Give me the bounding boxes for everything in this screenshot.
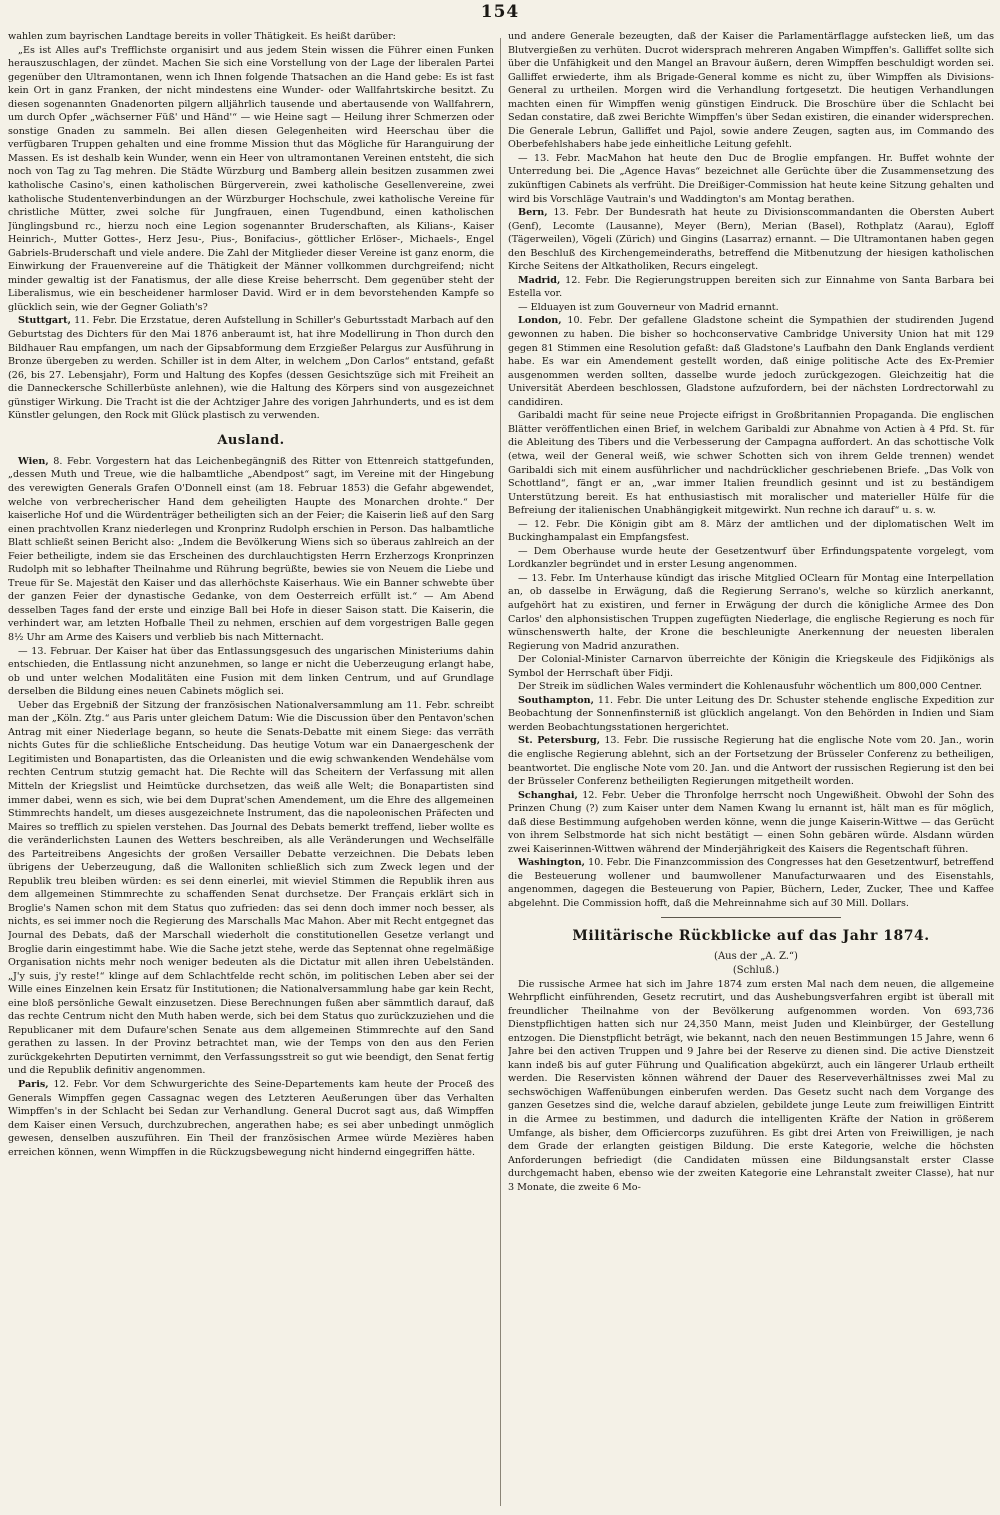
article-paragraph: — 13. Februar. Der Kaiser hat über das Entlassungsgesuch des ungarischen Ministeriums dahin entschieden, die Entlassung nicht anzunehmen, so lange er nicht die Ueberzeugung erlangt habe, ob und unter welchen Modalitäten eine Fusion mit dem linken Centrum, und auf Grundlage derselben die Bildung eines neuen Cabinets möglich sei. bbox=[8, 645, 494, 698]
news-text: 10. Febr. Der gefallene Gladstone scheint die Sympathien der studirenden Jugend gewonnen zu haben. Die bisher so hochconservative Cambridge University Union hat mit 129 gegen 81 Stimmen eine Resolution gefaßt: daß Gladstone's Laufbahn den Dank Englands verdient habe. Es war ein Amendement gestellt worden, daß einige politische Acte des Ex-Premier ausgenommen werden sollten, dasselbe wurde jedoch zurückgezogen. Gleichzeitig hat die Universität Aberdeen beschlossen, Gladstone aufzufordern, bei der nächsten Lordrectorwahl zu candidiren. bbox=[508, 315, 994, 408]
column-divider bbox=[500, 38, 501, 1506]
section-heading: Ausland. bbox=[217, 432, 285, 448]
article-paragraph: Die russische Armee hat sich im Jahre 1874 zum ersten Mal nach dem neuen, die allgemeine Wehrpflicht einführenden, Gesetz recrutirt, und das Aushebungsverfahren ergibt ist überall mit freundlicher Theilnahme von der Bevölkerung aufgenommen worden. Von 693,736 Dienstpflichtigen hatten sich nur 24,350 Mann, meist Juden und Kleinbürger, der Gestellung entzogen. Die Dienstpflicht beträgt, wie bekannt, nach den neuen Bestimmungen 15 Jahre, wenn 6 Jahre bei den activen Truppen und 9 Jahre bei der Reserve zu dienen sind. Die active Dienstzeit kann indeß bis auf guter Führung und Qualification abgekürzt, auch ein längerer Urlaub ertheilt werden. Die Reservisten können während der Dauer des Reserveverhältnisses zwei Mal zu sechswöchigen Waffenübungen einberufen werden. Das Gesetz sucht nach dem Vorgange des ganzen Gesetzes sind die, welche darauf abzielen, gebildete junge Leute zum freiwilligen Eintritt in die Armee zu bestimmen, und dadurch die intelligenten Kräfte der Nation in größerem Umfange, als bisher, dem Officiercorps zuzuführen. Es gibt drei Arten von Freiwilligen, je nach dem Grade der erlangten geistigen Bildung. Die erste Kategorie, welche die höchsten Anforderungen befriedigt (die Candidaten müssen eine Bildungsanstalt erster Classe durchgemacht haben, ebenso wie der zweiten Kategorie eine Lehranstalt zweiter Classe), hat nur 3 Monate, die zweite 6 Mo- bbox=[508, 978, 994, 1193]
news-text: 13. Febr. Der Bundesrath hat heute zu Divisionscommandanten die Obersten Aubert (Genf), Lecomte (Lausanne), Meyer (Bern), Merian (Basel), Rothplatz (Aarau), Egloff (Tägerweilen), Vögeli (Zürich) und Gingins (Lasarraz) ernannt. — Die Ultramontanen haben gegen den Beschluß des Kirchengemeinderaths, betreffend die Mitbenutzung der hiesigen katholischen Kirche Seitens der Altkatholiken, Recurs eingelegt. bbox=[508, 207, 994, 273]
news-item-london bbox=[508, 314, 994, 409]
news-text: 13. Febr. Die russische Regierung hat die englische Note vom 20. Jan., worin die englische Regierung ablehnt, sich an der Fortsetzung der Brüsseler Conferenz zu betheiligen, beantwortet. Die englische Note vom 20. Jan. und die Antwort der russischen Regierung ist den bei der Brüsseler Conferenz betheiligten Regierungen mitgetheilt worden. bbox=[508, 735, 994, 788]
dateline: Stuttgart, bbox=[18, 315, 71, 327]
news-item-wien bbox=[8, 455, 494, 645]
dateline: Bern, bbox=[518, 207, 548, 219]
news-text: 11. Febr. Die unter Leitung des Dr. Schuster stehende englische Expedition zur Beobachtung der Sonnenfinsterniß ist glücklich angelangt. Von den Behörden in Indien und Siam werden Beobachtungsstationen hergerichtet. bbox=[508, 694, 994, 733]
news-text: 10. Febr. Die Finanzcommission des Congresses hat den Gesetzentwurf, betreffend die Besteuerung wollener und baumwollener Manufacturwaaren und des Eisenstahls, angenommen, dagegen die Besteuerung von Papier, Büchern, Leder, Zucker, Thee und Kaffee abgelehnt. Die Commission hofft, daß die Mehreinnahme sich auf 30 Mill. Dollars. bbox=[508, 857, 994, 909]
news-item-shanghai bbox=[508, 789, 994, 857]
news-text: 12. Febr. Ueber die Thronfolge herrscht noch Ungewißheit. Obwohl der Sohn des Prinzen Chung (?) zum Kaiser unter dem Namen Kwang lu ernannt ist, hält man es für möglich, daß diese Bestimmung aufgehoben werden könne, wenn die junge Kaiserin-Wittwe — das Gerücht von ihrem Selbstmorde hat sich nicht bestätigt — einen Sohn gebären würde. Alsdann würden zwei Kaiserinnen-Wittwen während der Minderjährigkeit des Kaisers die Regentschaft führen. bbox=[508, 789, 994, 855]
article-paragraph: — 13. Febr. Im Unterhause kündigt das irische Mitglied OClearn für Montag eine Interpellation an, ob dasselbe in Erwägung, daß die Regierung Serrano's, welche so kürzlich anerkannt, aufgehört hat zu existiren, und ferner in Erwägung der durch die königliche Armee des Don Carlos' den alphonsistischen Truppen zugefügten Niederlage, die englische Regierung es noch für wünschenswerth halte, der Krone die beschleunigte Anerkennung der neuesten liberalen Regierung von Madrid anzurathen. bbox=[508, 572, 994, 652]
article-paragraph: und andere Generale bezeugten, daß der Kaiser die Parlamentärflagge aufstecken ließ, um das Blutvergießen zu verhüten. Ducrot widersprach mehreren Angaben Wimpffen's. Galliffet sollte sich über die Unfähigkeit und den Mangel an Bravour äußern, deren Wimpffen beschuldigt worden sei. Galliffet erwiederte, ihm als Brigade-General komme es nicht zu, über Wimpffen als Divisions-General zu urtheilen. Morgen wird die Verhandlung fortgesetzt. Die heutigen Verhandlungen machten einen für Wimpffen wenig günstigen Eindruck. Die Broschüre über die Schlacht bei Sedan constatire, daß zwei Berichte Wimpffen's über Sedan existiren, die einander widersprechen. Die Generale Lebrun, Galliffet und Pajol, sowie andere Zeugen, sagten aus, im Commando des Oberbefehlshabers habe jede einheitliche Leitung gefehlt. bbox=[508, 31, 994, 151]
section-heading: Militärische Rückblicke auf das Jahr 1874. bbox=[572, 927, 930, 944]
left-column bbox=[8, 30, 494, 1508]
article-paragraph: Garibaldi macht für seine neue Projecte eifrigst in Großbritannien Propaganda. Die englischen Blätter veröffentlichen einen Brief, in welchem Garibaldi zur Abnahme von Actien à 4 Pfd. St. für die Ableitung des Tibers und die Verbesserung der Campagna auffordert. An das schottische Volk (etwa, weil der General weiß, wie schwer Schotten sich von ihrem Gelde trennen) wendet Garibaldi sich mit einem ausführlicher und nachdrücklicher geschriebenen Briefe. „Das Volk von Schottland“, fängt er an, „war immer Italien freundlich gesinnt und ist zu beständigem Unterstützung bereit. Es hat enthusiastisch mit moralischer und materieller Hülfe für die Befreiung der italienischen Unabhängigkeit mitgewirkt. Nun rechne ich darauf“ u. s. w. bbox=[508, 410, 994, 517]
article-paragraph: „Es ist Alles auf's Trefflichste organisirt und aus jedem Stein wissen die Führer einen Funken herauszuschlagen, der zündet. Machen Sie sich eine Vorstellung von der Lage der liberalen Partei gegenüber den Ultramontanen, wenn ich Ihnen folgende Thatsachen an die Hand gebe: Es ist fast kein Ort in ganz Franken, der nicht mindestens eine Wunder- oder Wallfahrtskirche besitzt. Zu diesen sogenannten Gnadenorten pilgern alljährlich tausende und abertausende von Wallfahrern, um durch Opfer „wächserner Füß' und Händ'“ — wie Heine sagt — Heilung ihrer Schmerzen oder sonstige Gnaden zu sammeln. Bei allen diesen Gelegenheiten wird Heerschau über die verfügbaren Truppen gehalten und eine fromme Mission thut das Mögliche für Haranguirung der Massen. Es ist deshalb kein Wunder, wenn ein Heer von ultramontanen Vereinen entsteht, die sich noch von Tag zu Tag mehren. Die Städte Würzburg und Bamberg allein besitzen zusammen zwei katholische Casino's, einen katholischen Bürgerverein, zwei katholische Gesellenvereine, zwei katholische Studentenverbindungen an der Würzburger Hochschule, zwei katholische Vereine für christliche Mütter, zwei solche für Jungfrauen, einen Tugendbund, einen katholischen Jünglingsbund rc., hierzu noch eine Legion sogenannter Bruderschaften, als Kilians-, Kaiser Heinrich-, Mutter Gottes-, Herz Jesu-, Pius-, Bonifacius-, göttlicher Erlöser-, Michaels-, Engel Gabriels-Bruderschaft und viele andere. Die Zahl der Mitglieder dieser Vereine ist ganz enorm, die Einwirkung der Frauenvereine auf die Thätigkeit der Männer vollkommen durchgreifend; nicht minder gewaltig ist der Fanatismus, der alle diese Kreise beherrscht. Dem gegenüber steht der Liberalismus, wie ein bescheidener harmloser David. Wird er in dem bevorstehenden Kampfe so glücklich sein, wie der Gegner Goliath's? bbox=[8, 44, 494, 313]
continuation-note: (Schluß.) bbox=[732, 964, 780, 976]
dateline: Madrid, bbox=[518, 274, 561, 286]
article-paragraph: Der Streik im südlichen Wales vermindert die Kohlenausfuhr wöchentlich um 800,000 Centner. bbox=[518, 681, 983, 693]
news-item-washington bbox=[508, 856, 994, 910]
article-paragraph: — Elduayen ist zum Gouverneur von Madrid ernannt. bbox=[518, 301, 779, 313]
news-item-bern bbox=[508, 206, 994, 274]
news-item-stuttgart bbox=[8, 314, 494, 422]
dateline: St. Petersburg, bbox=[518, 735, 601, 747]
dateline: Paris, bbox=[18, 1079, 49, 1091]
article-paragraph: Ueber das Ergebniß der Sitzung der französischen Nationalversammlung am 11. Febr. schreibt man der „Köln. Ztg.“ aus Paris unter gleichem Datum: Wie die Discussion über den Pentavon'schen Antrag mit einer Niederlage begann, so heute die Senats-Debatte mit einem Siege: das verräth nichts Gutes für die schließliche Entscheidung. Das heutige Votum war ein Danaergeschenk der Legitimisten und Bonapartisten, das die Orleanisten und die ewig schwankenden Wendehälse vom rechten Centrum stutzig gemacht hat. Die Rechte will das Scheitern der Verfassung mit allen Mitteln der Kriegslist und Heimtücke durchsetzen, das weiß alle Welt; die Bonapartisten sind immer dabei, wenn es sich, wie bei dem Duprat'schen Amendement, um die Ehre des allgemeinen Stimmrechts handelt, um dieses ausgezeichnete Instrument, das die napoleonischen Präfecten und Maires so trefflich zu spielen verstehen. Das Journal des Debats bemerkt treffend, lieber wollte es die veränderlichsten Launen des Wetters beschreiben, als alle Veränderungen und Wechselfälle des Parteitreibens Angesichts der großen Versailler Debatte verzeichnen. Die Debats leben übrigens der Ueberzeugung, daß die Walloniten schließlich sich zum Zweck legen und der Republik treu bleiben würden: es sei denn einerlei, mit wieviel Stimmen die Republik ihren aus dem allgemeinen Stimmrechte zu schaffenden Senat durchsetze. Der Français erklärt sich in Broglie's Namen schon mit dem Status quo zufrieden: das sei denn doch immer noch besser, als nichts, es sei immer noch die Regierung des Marschalls Mac Mahon. Aber mit Recht entgegnet das Journal des Debats, daß der Marschall wiederholt die constitutionellen Gesetze verlangt und Broglie darin eingestimmt habe. Wie die Sache jetzt stehe, werde das Septennat ohne regelmäßige Organisation nichts mehr noch weniger bedeuten als die Dictatur mit allen ihren Uebelständen. „J'y suis, j'y reste!“ klinge auf dem Schlachtfelde recht schön, im politischen Leben aber sei der Wille eines Einzelnen kein Ersatz für Institutionen; die Nationalversammlung habe gar kein Recht, eine bloß persönliche Gewalt einzusetzen. Diese Berechnungen fußen aber sämmtlich darauf, daß das rechte Centrum nicht den Muth haben werde, sich bei dem Status quo zurückzuziehen und die Republicaner mit dem Dufaure'schen Senate aus dem allgemeinen Stimmrechte auf den Sand gerathen zu lassen. In der Provinz betrachtet man, wie der Temps von den aus den Ferien zurückgekehrten Deputirten vernimmt, den Verfassungsstreit so gut wie beendigt, den Senat fertig und die Republik definitiv angenommen. bbox=[8, 699, 494, 1077]
right-column bbox=[508, 30, 994, 1508]
article-paragraph: — Dem Oberhause wurde heute der Gesetzentwurf über Erfindungspatente vorgelegt, vom Lordkanzler begründet und in erster Lesung angenommen. bbox=[508, 545, 994, 571]
source-note: (Aus der „A. Z.“) bbox=[714, 950, 798, 962]
article-paragraph: — 12. Febr. Die Königin gibt am 8. März der amtlichen und der diplomatischen Welt im Buckinghampalast ein Empfangsfest. bbox=[508, 518, 994, 544]
dateline: Washington, bbox=[518, 857, 586, 869]
article-paragraph: wahlen zum bayrischen Landtage bereits in voller Thätigkeit. Es heißt darüber: bbox=[8, 31, 396, 42]
news-text: 8. Febr. Vorgestern hat das Leichenbegängniß des Ritter von Ettenreich stattgefunden, „dessen Muth und Treue, wie die halbamtliche „Abendpost“ sagt, im Vereine mit der Hingebung des verewigten Generals Grafen O'Donnell einst (am 18. Februar 1853) die Gefahr abgewendet, welche von verbrecherischer Hand dem geheiligten Haupte des Monarchen drohte.“ Der kaiserliche Hof und die Würdenträger betheiligten sich an der Feier; die Kaiserin ließ auf den Sarg einen prachtvollen Kranz niederlegen und Kronprinz Rudolph erschien in Person. Das halbamtliche Blatt schließt seinen Bericht also: „Indem die Bevölkerung Wiens sich so überaus zahlreich an der Feier betheiligte, indem sie das Erscheinen des durchlauchtigsten Herrn Erzherzogs Kronprinzen Rudolph mit so lebhafter Theilnahme und Rührung begrüßte, bewies sie von Neuem die Liebe und Treue für Se. Majestät den Kaiser und das allerhöchste Kaiserhaus. Wie ein Banner schwebte über der ganzen Feier der dynastische Gedanke, von dem Oesterreich erfüllt ist.“ — Am Abend desselben Tages fand der erste und einzige Ball bei Hofe in dieser Saison statt. Die Kaiserin, die verhindert war, am letzten Hofballe Theil zu nehmen, erschien auf dem vorgestrigen Balle gegen 8½ Uhr am Arme des Kaisers und verblieb bis nach Mitternacht. bbox=[8, 455, 494, 643]
dateline: London, bbox=[518, 315, 562, 327]
article-paragraph: Der Colonial-Minister Carnarvon überreichte der Königin die Kriegskeule des Fidjikönigs als Symbol der Herrschaft über Fidji. bbox=[508, 654, 994, 679]
news-text: 12. Febr. Die Regierungstruppen bereiten sich zur Einnahme von Santa Barbara bei Estella vor. bbox=[508, 274, 994, 300]
dateline: Southampton, bbox=[518, 694, 594, 706]
news-item-paris bbox=[8, 1078, 494, 1159]
heading-divider bbox=[661, 917, 841, 918]
news-text: 12. Febr. Vor dem Schwurgerichte des Seine-Departements kam heute der Proceß des Generals Wimpffen gegen Cassagnac wegen des Letzteren Aeußerungen über das Verhalten Wimpffen's in der Schlacht bei Sedan zur Verhandlung. General Ducrot sagt aus, daß Wimpffen dem Kaiser einen Versuch, durchzubrechen, angerathen habe; es sei aber unbedingt unmöglich gewesen, denselben auszuführen. Ein Theil der französischen Armee würde Mezières haben erreichen können, wenn Wimpffen in die Rückzugsbewegung nicht hindernd eingegriffen hätte. bbox=[8, 1079, 494, 1158]
page-number: 154 bbox=[480, 2, 520, 22]
news-item-southampton bbox=[508, 694, 994, 735]
news-item-petersburg bbox=[508, 734, 994, 788]
dateline: Schanghai, bbox=[518, 789, 578, 801]
article-paragraph: — 13. Febr. MacMahon hat heute den Duc de Broglie empfangen. Hr. Buffet wohnte der Unterredung bei. Die „Agence Havas“ bezeichnet alle Gerüchte über die Zusammensetzung des zukünftigen Cabinets als verfrüht. Die Dreißiger-Commission hat heute keine Sitzung gehalten und wird bis Vorschläge Vautrain's und Waddington's am Montag berathen. bbox=[508, 152, 994, 205]
news-text: 11. Febr. Die Erzstatue, deren Aufstellung in Schiller's Geburtsstadt Marbach auf den Geburtstag des Dichters für den Mai 1876 anberaumt ist, hat ihre Modellirung in Thon durch den Bildhauer Rau empfangen, um nach der Gipsabformung dem Erzgießer Pelargus zur Ausführung in Bronze übergeben zu werden. Schiller ist in dem Alter, in welchem „Don Carlos“ entstand, gefaßt (26, bis 27. Lebensjahr), Form und Haltung des Kopfes (dessen Gesichtszüge sich mit Freiheit an die Danneckersche Schillerbüste anlehnen), wie die Haltung des Körpers sind von ausgezeichnet günstiger Wirkung. Die Tracht ist die der Achtziger Jahre des vorigen Jahrhunderts, und es ist dem Künstler gelungen, den Rock mit Glück plastisch zu verwenden. bbox=[8, 315, 494, 422]
dateline: Wien, bbox=[18, 455, 49, 467]
news-item-madrid bbox=[508, 274, 994, 301]
